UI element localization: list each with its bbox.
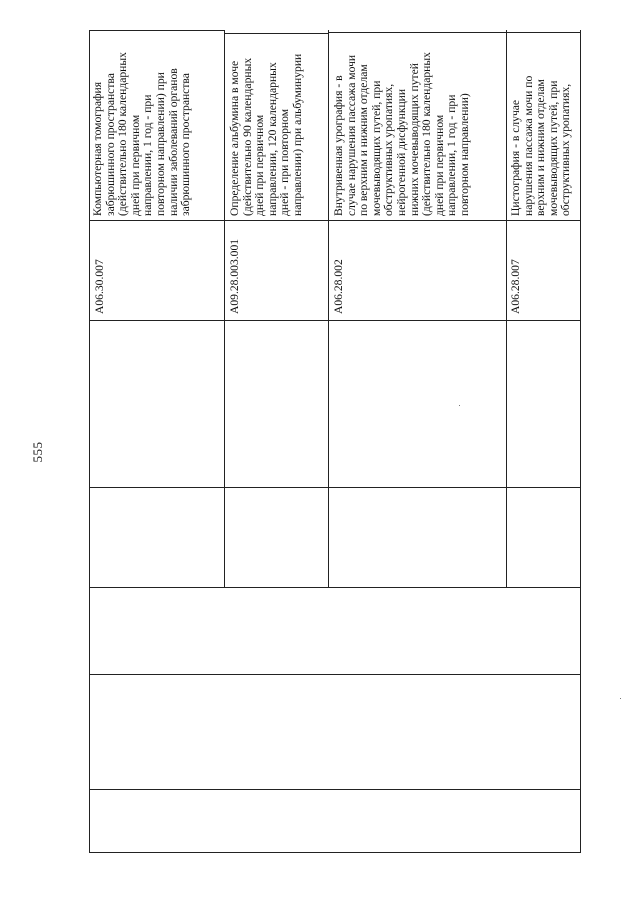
service-description: Компьютерная томография забрюшинного пространства (действительно 180 календарных дней при первичном направлении, 1 год - при повторном направлении) при наличии заболеваний органов забрюшинного пространства [91,52,193,216]
column-divider [89,320,580,321]
service-description: Внутривенная урография - в случае нарушения пассажа мочи по верхним и нижним отделам мочевыводящих путей, при обструктивных уропатиях, нейрогенной дисфункции нижних мочевыводящих путей (действительно 180 календарных дней при первичном направлении, 1 год - при повторном направлении) [332,52,471,216]
service-description: Цистография - в случае нарушения пассажа мочи по верхним и нижним отделам мочевыводящих путей, при обструктивных уропатиях, [509,75,573,216]
column-divider [89,587,580,588]
row-border [506,30,507,588]
row-border [224,30,225,588]
row-divider [329,32,507,33]
row-divider [89,30,225,31]
scan-speck [459,405,460,406]
scan-speck [620,698,621,699]
service-code: A06.28.002 [332,259,345,314]
column-divider [89,789,580,790]
service-code: A09.28.003.001 [228,238,241,314]
page-number: 555 [30,441,45,463]
row-border [328,30,329,588]
row-divider [507,32,581,33]
row-divider [225,33,329,34]
column-divider [89,487,580,488]
row-border [580,30,581,853]
column-divider [89,674,580,675]
column-divider [89,220,580,221]
service-description: Определение альбумина в моче (действительно 90 календарных дней при первичном направлении, 120 календарных дней - при повторном направлении) при альбуминурии [228,53,304,216]
service-code: A06.28.007 [509,259,522,314]
service-code: A06.30.007 [93,259,106,314]
